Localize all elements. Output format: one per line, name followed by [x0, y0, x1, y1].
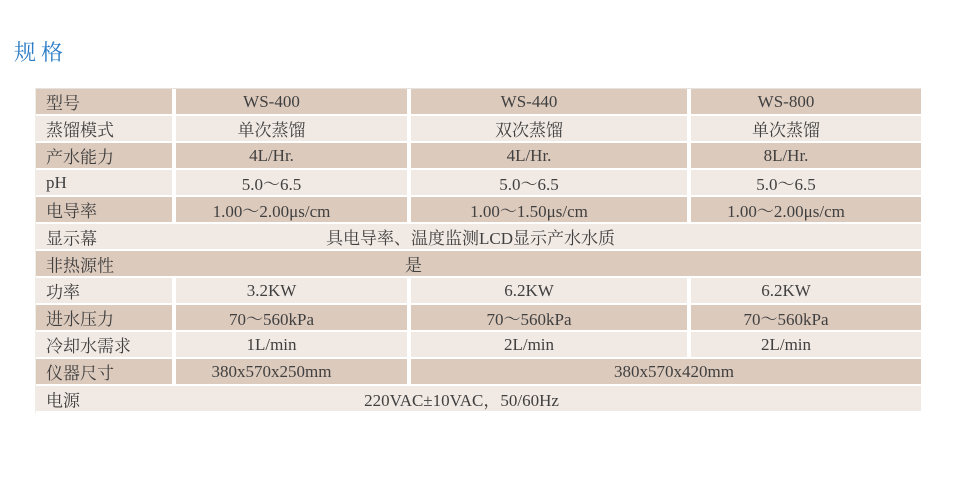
- spec-value: 1.00～2.00μs/cm: [691, 197, 921, 224]
- row-label: pH: [36, 170, 176, 197]
- spec-value: 1.00～1.50μs/cm: [411, 197, 691, 224]
- table-row-cooling-water: [36, 332, 921, 359]
- table-row-ph: [36, 170, 921, 197]
- spec-value: 8L/Hr.: [691, 143, 921, 170]
- table-row-display: [36, 224, 921, 251]
- page-title: 规格: [14, 40, 69, 65]
- spec-value: 2L/min: [691, 332, 921, 359]
- spec-value: WS-400: [176, 89, 411, 116]
- merged-spec-cell: [36, 386, 921, 413]
- table-row-distill-mode: [36, 116, 921, 143]
- merged-spec-cell: [36, 224, 921, 251]
- spec-value: 4L/Hr.: [176, 143, 411, 170]
- spec-value: 具电导率、温度监测LCD显示产水水质: [326, 229, 615, 248]
- spec-value: 220VAC±10VAC，50/60Hz: [364, 391, 559, 410]
- row-label: 功率: [36, 278, 176, 305]
- row-label: 显示幕: [46, 229, 97, 248]
- merged-spec-cell: 380x570x420mm: [411, 359, 921, 386]
- row-label: 进水压力: [36, 305, 176, 332]
- spec-value: 70～560kPa: [411, 305, 691, 332]
- merged-spec-cell: [36, 251, 921, 278]
- spec-value: 5.0～6.5: [411, 170, 691, 197]
- table-row-model: [36, 89, 921, 116]
- spec-value: 5.0～6.5: [176, 170, 411, 197]
- table-row-power-rating: [36, 278, 921, 305]
- spec-value: 2L/min: [411, 332, 691, 359]
- spec-value: 380x570x250mm: [176, 359, 411, 386]
- spec-value: 6.2KW: [411, 278, 691, 305]
- row-label: 产水能力: [36, 143, 176, 170]
- spec-value: WS-440: [411, 89, 691, 116]
- row-label: 电源: [46, 391, 80, 410]
- spec-value: 4L/Hr.: [411, 143, 691, 170]
- table-row-pyrogen-free: [36, 251, 921, 278]
- spec-value: 3.2KW: [176, 278, 411, 305]
- spec-value: 6.2KW: [691, 278, 921, 305]
- table-row-dimensions: [36, 359, 921, 386]
- spec-value: 1.00～2.00μs/cm: [176, 197, 411, 224]
- row-label: 仪器尺寸: [36, 359, 176, 386]
- row-label: 型号: [36, 89, 176, 116]
- spec-value: 5.0～6.5: [691, 170, 921, 197]
- row-label: 蒸馏模式: [36, 116, 176, 143]
- table-row-inlet-pressure: [36, 305, 921, 332]
- spec-value: 单次蒸馏: [691, 116, 921, 143]
- row-label: 电导率: [36, 197, 176, 224]
- spec-value: 70～560kPa: [176, 305, 411, 332]
- table-row-power-supply: [36, 386, 921, 413]
- table-row-output-capacity: [36, 143, 921, 170]
- spec-value: 70～560kPa: [691, 305, 921, 332]
- spec-table: [35, 88, 921, 413]
- row-label: 冷却水需求: [36, 332, 176, 359]
- spec-value: 双次蒸馏: [411, 116, 691, 143]
- row-label: 非热源性: [46, 256, 114, 275]
- table-row-conductivity: [36, 197, 921, 224]
- spec-value: 1L/min: [176, 332, 411, 359]
- spec-value: 是: [405, 256, 422, 275]
- spec-value: WS-800: [691, 89, 921, 116]
- spec-value: 单次蒸馏: [176, 116, 411, 143]
